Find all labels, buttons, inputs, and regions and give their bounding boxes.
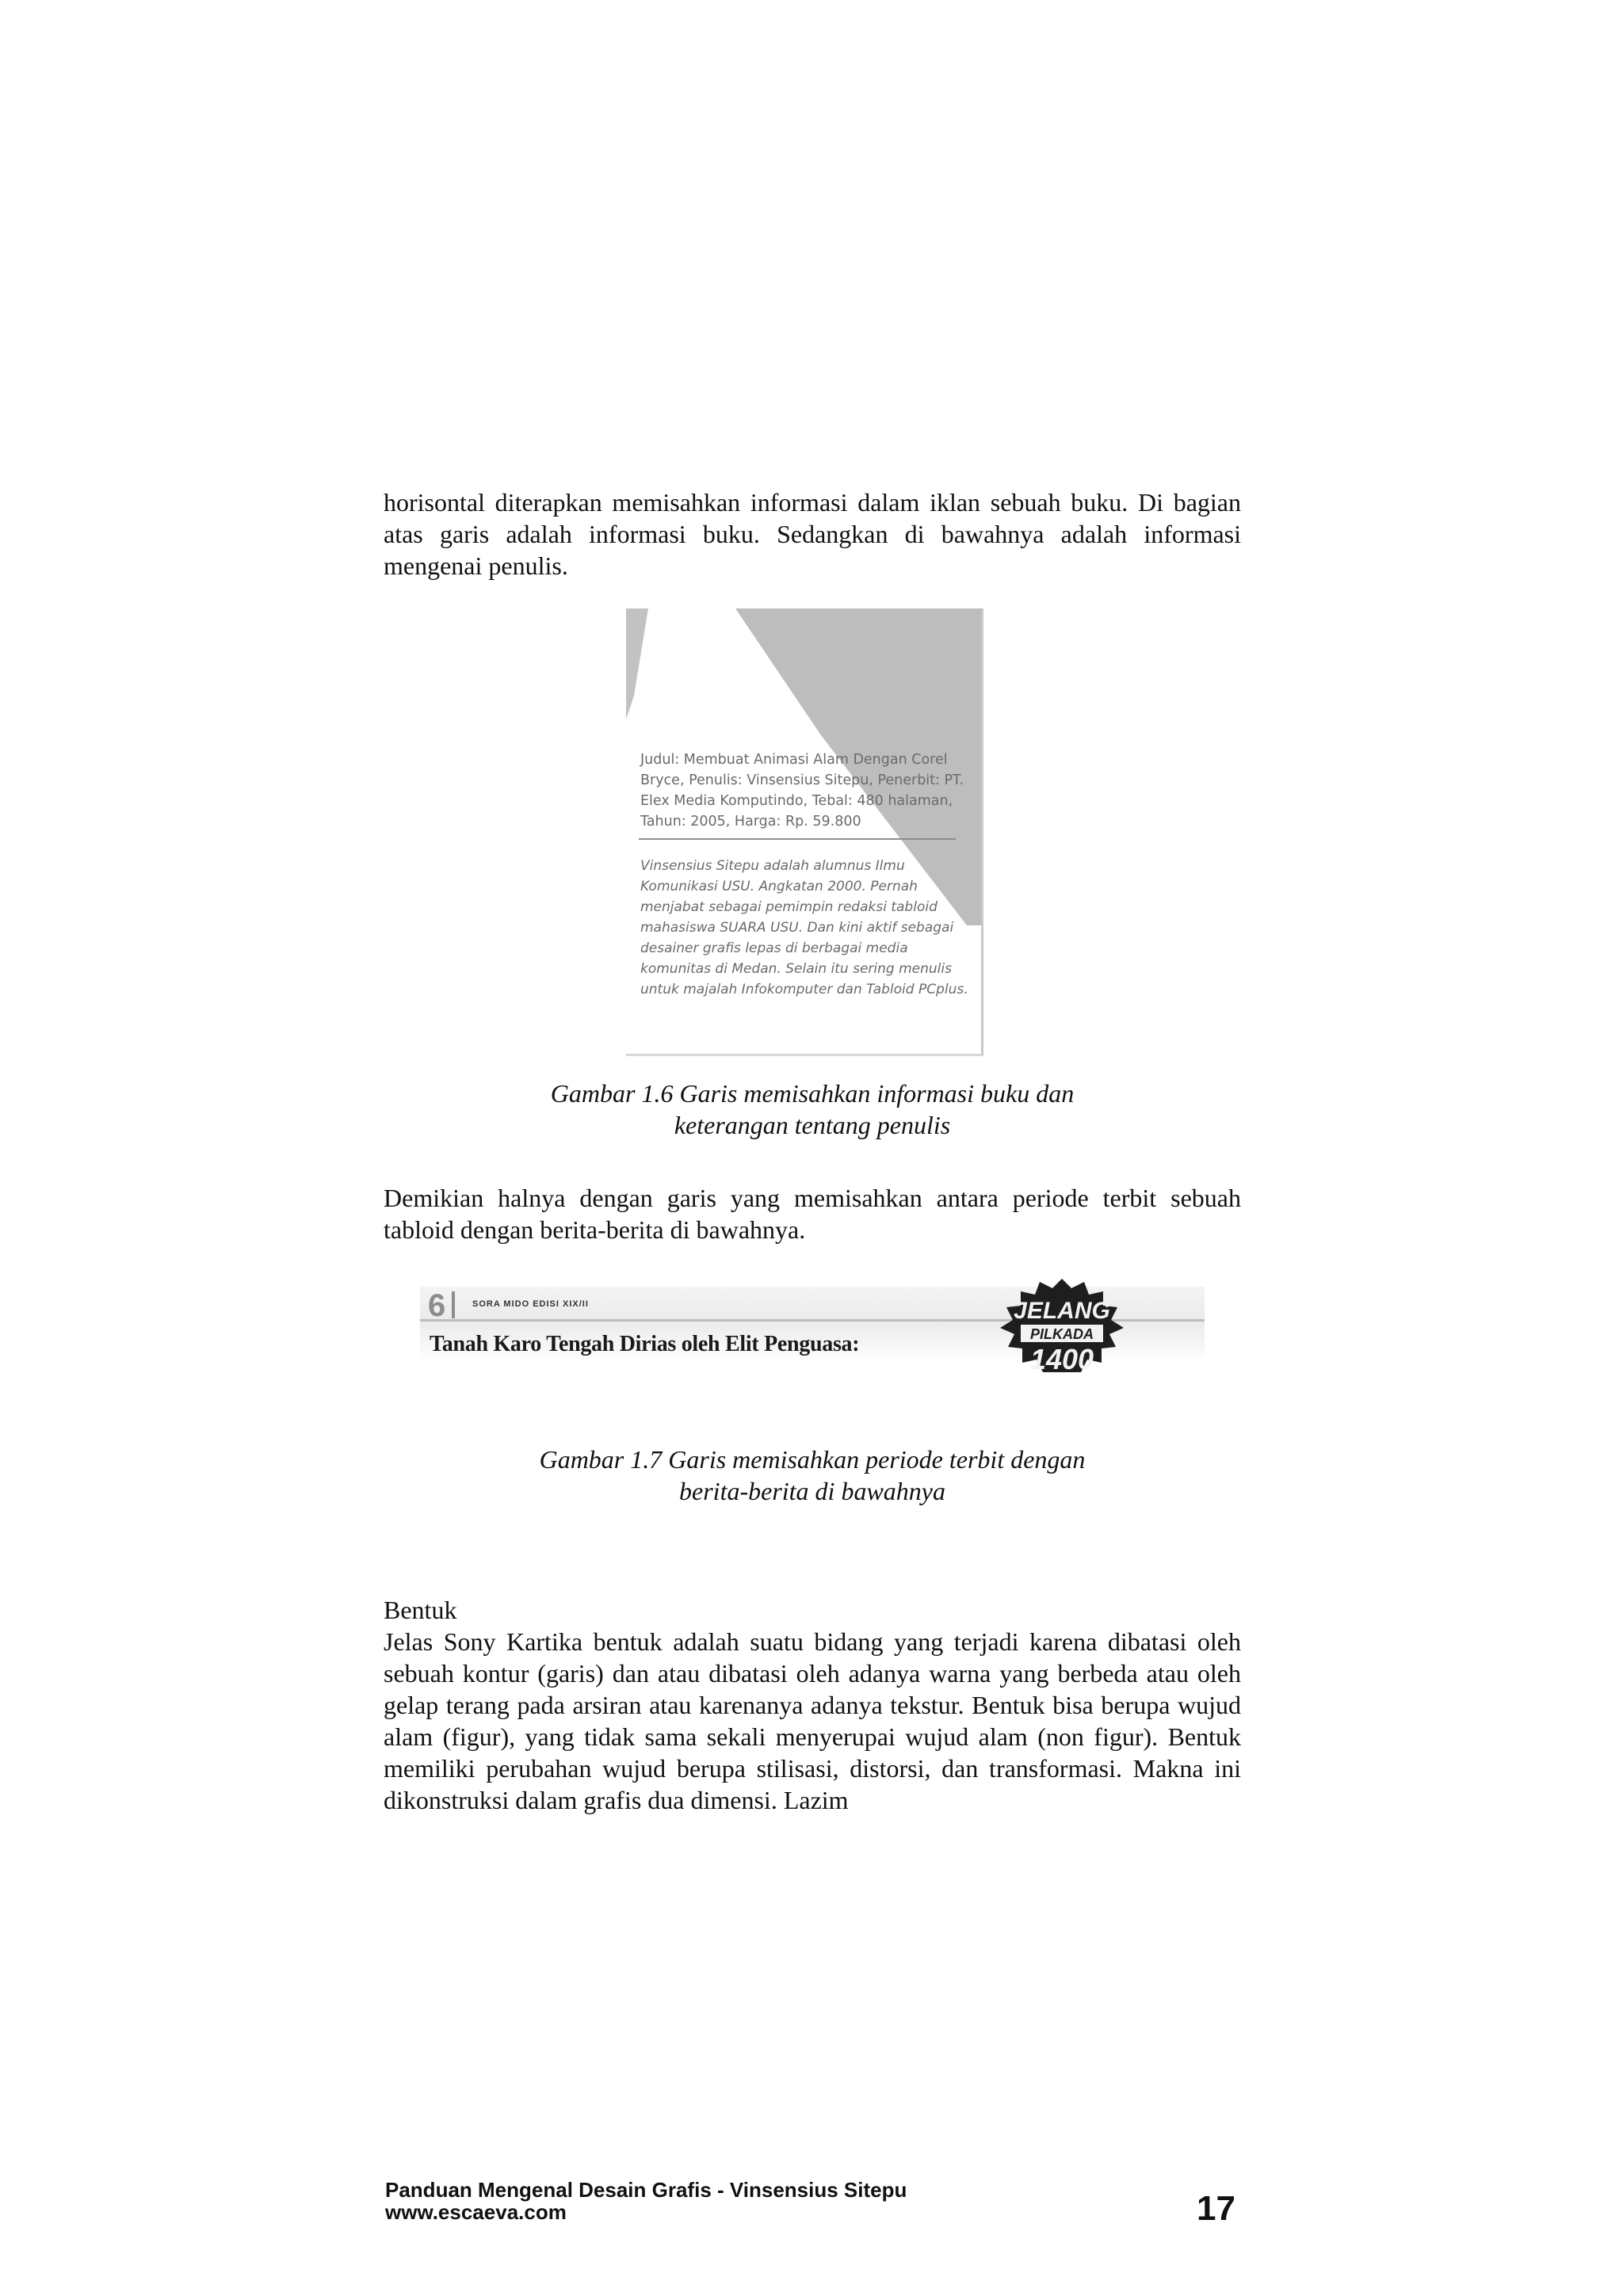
book-advertisement-figure — [626, 608, 983, 1056]
figure-1-7-caption-line2: berita-berita di bawahnya — [679, 1477, 945, 1505]
figure-1-6-caption-line2: keterangan tentang penulis — [674, 1111, 951, 1139]
issue-label: SORA MIDO EDISI XIX/II — [472, 1299, 589, 1309]
issue-number: 6 — [428, 1288, 446, 1323]
second-paragraph: Demikian halnya dengan garis yang memisahkan antara periode terbit sebuah tabloid dengan berita-berita di bawahnya. — [384, 1184, 1241, 1244]
badge-line1: JELANG — [1014, 1298, 1110, 1324]
badge-line3: 1400 — [1029, 1343, 1094, 1372]
author-info-text: Vinsensius Sitepu adalah alumnus Ilmu Komunikasi USU. Angkatan 2000. Pernah menjabat sebagai pemimpin redaksi tabloid mahasiswa SUARA USU. Dan kini aktif sebagai desainer grafis lepas di berbagai media komunitas di Medan. Selain itu sering menulis untuk majalah Infokomputer dan Tabloid PCplus. — [640, 858, 968, 997]
figure-1-7-caption-line1: Gambar 1.7 Garis memisahkan periode terbit dengan — [539, 1445, 1086, 1474]
tabloid-headline: Tanah Karo Tengah Dirias oleh Elit Penguasa: — [430, 1332, 860, 1356]
footer-website: www.escaeva.com — [385, 2200, 567, 2224]
pilkada-badge-icon — [983, 1277, 1141, 1372]
figure-1-6-caption-line1: Gambar 1.6 Garis memisahkan informasi buku dan — [550, 1079, 1075, 1108]
intro-paragraph: horisontal diterapkan memisahkan informasi dalam iklan sebuah buku. Di bagian atas garis adalah informasi buku. Sedangkan di bawahnya adalah informasi mengenai penulis. — [384, 488, 1241, 580]
badge-line2: PILKADA — [1030, 1326, 1094, 1342]
page-number: 17 — [1197, 2189, 1235, 2228]
issue-divider — [452, 1291, 455, 1318]
footer-book-title: Panduan Mengenal Desain Grafis - Vinsensius Sitepu — [385, 2178, 907, 2202]
section-paragraph: Jelas Sony Kartika bentuk adalah suatu bidang yang terjadi karena dibatasi oleh sebuah kontur (garis) dan atau dibatasi oleh adanya warna yang berbeda atau oleh gelap terang pada arsiran atau karenanya adanya tekstur. Bentuk bisa berupa wujud alam (figur), yang tidak sama sekali menyerupai wujud alam (non figur). Bentuk memiliki perubahan wujud berupa stilisasi, distorsi, dan transformasi. Makna ini dikonstruksi dalam grafis dua dimensi. Lazim — [384, 1627, 1241, 1814]
tabloid-header-figure — [420, 1277, 1205, 1372]
separator-line — [639, 838, 956, 840]
section-heading: Bentuk — [384, 1596, 457, 1624]
book-info-text: Judul: Membuat Animasi Alam Dengan Corel Bryce, Penulis: Vinsensius Sitepu, Penerbit: PT. Elex Media Komputindo, Tebal: 480 halaman, Tahun: 2005, Harga: Rp. 59.800 — [640, 752, 964, 830]
